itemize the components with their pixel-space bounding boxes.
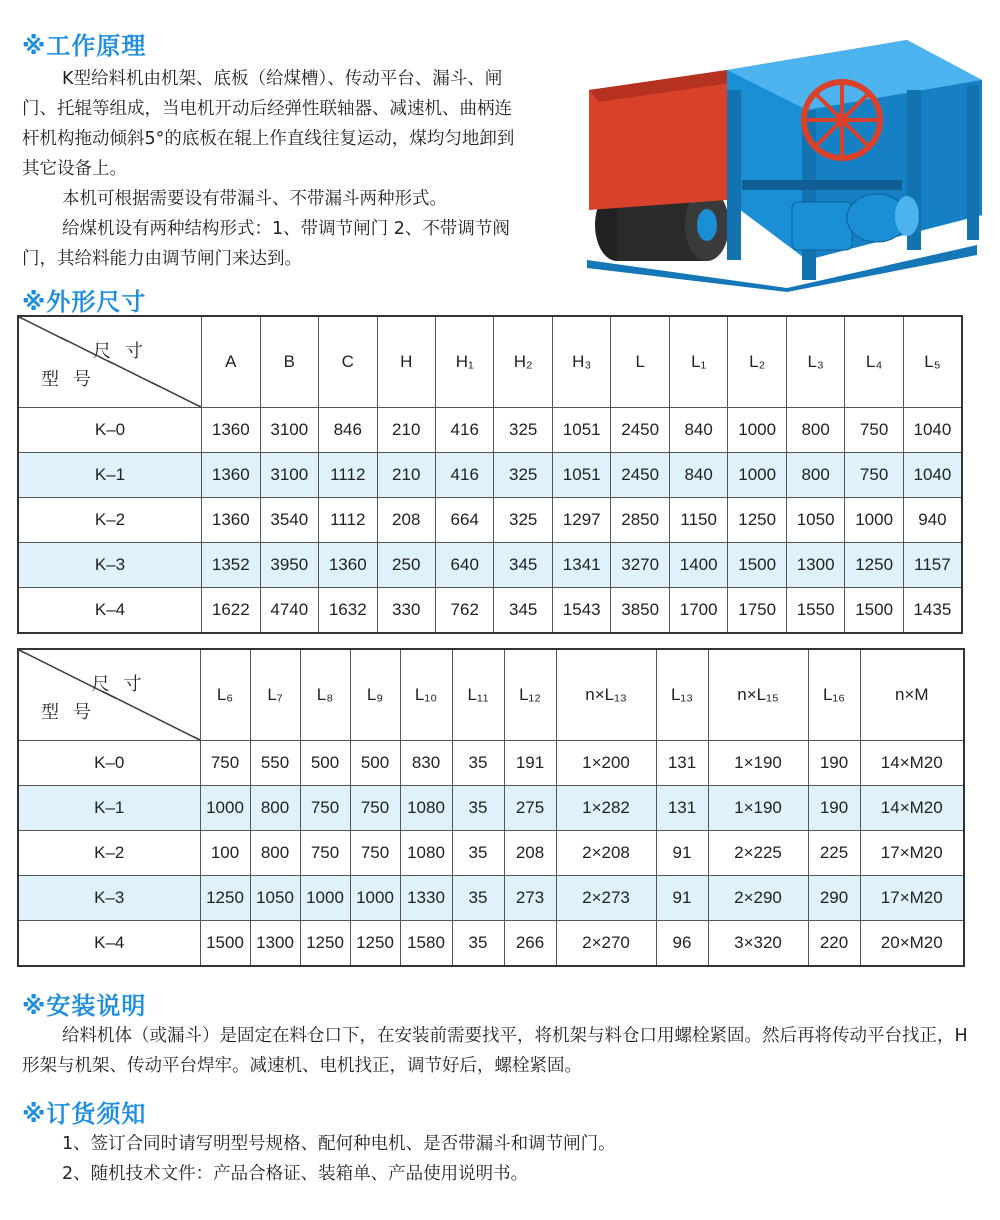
column-header: L₁₁ [452, 649, 504, 741]
feeder-machine-image [577, 30, 987, 292]
value-cell: 1051 [552, 408, 610, 453]
value-cell: 1352 [202, 543, 260, 588]
order-item-1: 1、签订合同时请写明型号规格、配何种电机、是否带漏斗和调节闸门。 [62, 1134, 616, 1154]
value-cell: 2×273 [556, 876, 656, 921]
table-row [18, 921, 964, 967]
value-cell: 208 [504, 831, 556, 876]
table-row [18, 786, 964, 831]
section-title-principle: ※工作原理 [22, 32, 147, 60]
model-cell: K–3 [18, 876, 200, 921]
column-header: L₂ [728, 316, 786, 408]
table-row [18, 741, 964, 786]
value-cell: 1500 [845, 588, 903, 634]
value-cell: 1050 [786, 498, 844, 543]
value-cell: 2×208 [556, 831, 656, 876]
value-cell: 2×270 [556, 921, 656, 967]
column-header: H₂ [494, 316, 552, 408]
principle-paragraph-3: 给煤机设有两种结构形式：1、带调节闸门 2、不带调节阀门，其给料能力由调节闸门来达到。 [22, 219, 510, 269]
dimension-table-2 [17, 648, 965, 967]
value-cell: 1360 [202, 453, 260, 498]
column-header: H₁ [435, 316, 493, 408]
value-cell: 2×290 [708, 876, 808, 921]
order-list [62, 1129, 962, 1189]
value-cell: 1360 [202, 408, 260, 453]
value-cell: 1040 [903, 408, 962, 453]
value-cell: 96 [656, 921, 708, 967]
value-cell: 35 [452, 876, 504, 921]
column-header: L₇ [250, 649, 300, 741]
column-header: L₁₃ [656, 649, 708, 741]
column-header: H₃ [552, 316, 610, 408]
value-cell: 1250 [728, 498, 786, 543]
value-cell: 1550 [786, 588, 844, 634]
column-header: n×L₁₅ [708, 649, 808, 741]
principle-paragraph-2: 本机可根据需要设有带漏斗、不带漏斗两种形式。 [62, 189, 447, 209]
value-cell: 325 [494, 453, 552, 498]
section-title-install: ※安装说明 [22, 992, 147, 1020]
value-cell: 1580 [400, 921, 452, 967]
value-cell: 1050 [250, 876, 300, 921]
value-cell: 91 [656, 876, 708, 921]
value-cell: 1080 [400, 831, 452, 876]
value-cell: 2850 [611, 498, 669, 543]
value-cell: 1051 [552, 453, 610, 498]
value-cell: 830 [400, 741, 452, 786]
value-cell: 800 [250, 786, 300, 831]
value-cell: 3850 [611, 588, 669, 634]
value-cell: 840 [669, 453, 727, 498]
value-cell: 1000 [728, 408, 786, 453]
value-cell: 750 [300, 831, 350, 876]
value-cell: 3100 [260, 408, 318, 453]
column-header: L₁₆ [808, 649, 860, 741]
column-header: L₁₂ [504, 649, 556, 741]
install-paragraph: 给料机体（或漏斗）是固定在料仓口下，在安装前需要找平，将机架与料仓口用螺栓紧固。然后再将传动平台找正，H形架与机架、传动平台焊牢。减速机、电机找正，调节好后，螺栓紧固。 [22, 1026, 968, 1076]
table-row [18, 588, 962, 634]
value-cell: 1250 [845, 543, 903, 588]
header-diagonal-cell [18, 316, 202, 408]
section-title-order: ※订货须知 [22, 1100, 147, 1128]
value-cell: 345 [494, 588, 552, 634]
value-cell: 14×M20 [860, 786, 964, 831]
model-cell: K–1 [18, 453, 202, 498]
model-cell: K–2 [18, 831, 200, 876]
value-cell: 800 [786, 408, 844, 453]
value-cell: 1157 [903, 543, 962, 588]
value-cell: 1435 [903, 588, 962, 634]
table-row [18, 831, 964, 876]
value-cell: 190 [808, 786, 860, 831]
value-cell: 1000 [728, 453, 786, 498]
column-header: n×L₁₃ [556, 649, 656, 741]
column-header: B [260, 316, 318, 408]
value-cell: 750 [845, 408, 903, 453]
value-cell: 416 [435, 408, 493, 453]
column-header: L₈ [300, 649, 350, 741]
value-cell: 220 [808, 921, 860, 967]
column-header: L₃ [786, 316, 844, 408]
value-cell: 250 [377, 543, 435, 588]
value-cell: 1360 [202, 498, 260, 543]
install-text [22, 1021, 982, 1081]
value-cell: 190 [808, 741, 860, 786]
value-cell: 500 [350, 741, 400, 786]
value-cell: 325 [494, 408, 552, 453]
value-cell: 750 [350, 786, 400, 831]
value-cell: 210 [377, 408, 435, 453]
principle-text [22, 64, 522, 274]
value-cell: 1×190 [708, 741, 808, 786]
value-cell: 416 [435, 453, 493, 498]
value-cell: 664 [435, 498, 493, 543]
value-cell: 800 [786, 453, 844, 498]
model-cell: K–2 [18, 498, 202, 543]
value-cell: 1330 [400, 876, 452, 921]
value-cell: 3540 [260, 498, 318, 543]
value-cell: 266 [504, 921, 556, 967]
value-cell: 1000 [300, 876, 350, 921]
value-cell: 3100 [260, 453, 318, 498]
value-cell: 1000 [200, 786, 250, 831]
value-cell: 275 [504, 786, 556, 831]
column-header: L₁₀ [400, 649, 452, 741]
section-title-dimensions: ※外形尺寸 [22, 288, 147, 316]
model-cell: K–1 [18, 786, 200, 831]
value-cell: 2×225 [708, 831, 808, 876]
value-cell: 35 [452, 741, 504, 786]
value-cell: 1543 [552, 588, 610, 634]
value-cell: 846 [319, 408, 377, 453]
value-cell: 1×200 [556, 741, 656, 786]
value-cell: 131 [656, 741, 708, 786]
value-cell: 1112 [319, 453, 377, 498]
value-cell: 750 [845, 453, 903, 498]
value-cell: 3950 [260, 543, 318, 588]
dimension-table-1 [17, 315, 963, 634]
column-header: L₆ [200, 649, 250, 741]
column-header: L₉ [350, 649, 400, 741]
value-cell: 1622 [202, 588, 260, 634]
model-label: 型号 [41, 702, 105, 723]
value-cell: 1297 [552, 498, 610, 543]
value-cell: 762 [435, 588, 493, 634]
value-cell: 35 [452, 921, 504, 967]
value-cell: 4740 [260, 588, 318, 634]
column-header: C [319, 316, 377, 408]
value-cell: 1300 [786, 543, 844, 588]
value-cell: 2450 [611, 453, 669, 498]
value-cell: 750 [300, 786, 350, 831]
value-cell: 940 [903, 498, 962, 543]
value-cell: 91 [656, 831, 708, 876]
value-cell: 1300 [250, 921, 300, 967]
table-row [18, 498, 962, 543]
value-cell: 1700 [669, 588, 727, 634]
column-header: n×M [860, 649, 964, 741]
value-cell: 210 [377, 453, 435, 498]
value-cell: 550 [250, 741, 300, 786]
value-cell: 500 [300, 741, 350, 786]
table-row [18, 453, 962, 498]
table-row [18, 408, 962, 453]
value-cell: 35 [452, 786, 504, 831]
value-cell: 1150 [669, 498, 727, 543]
value-cell: 17×M20 [860, 831, 964, 876]
column-header: L₅ [903, 316, 962, 408]
value-cell: 1×282 [556, 786, 656, 831]
value-cell: 1360 [319, 543, 377, 588]
value-cell: 840 [669, 408, 727, 453]
principle-paragraph-1: K型给料机由机架、底板（给煤槽）、传动平台、漏斗、闸门、托辊等组成，当电机开动后经弹性联轴器、减速机、曲柄连杆机构拖动倾斜5°的底板在辊上作直线往复运动，煤均匀地卸到其它设备上。 [22, 69, 515, 179]
model-cell: K–4 [18, 588, 202, 634]
value-cell: 208 [377, 498, 435, 543]
value-cell: 345 [494, 543, 552, 588]
header-diagonal-cell [18, 649, 200, 741]
value-cell: 17×M20 [860, 876, 964, 921]
column-header: A [202, 316, 260, 408]
value-cell: 1040 [903, 453, 962, 498]
value-cell: 3270 [611, 543, 669, 588]
value-cell: 225 [808, 831, 860, 876]
value-cell: 20×M20 [860, 921, 964, 967]
value-cell: 35 [452, 831, 504, 876]
model-cell: K–3 [18, 543, 202, 588]
value-cell: 2450 [611, 408, 669, 453]
value-cell: 750 [350, 831, 400, 876]
value-cell: 1250 [200, 876, 250, 921]
model-label: 型号 [41, 369, 105, 390]
value-cell: 1500 [200, 921, 250, 967]
value-cell: 1400 [669, 543, 727, 588]
column-header: L₁ [669, 316, 727, 408]
value-cell: 131 [656, 786, 708, 831]
value-cell: 273 [504, 876, 556, 921]
column-header: L₄ [845, 316, 903, 408]
value-cell: 1×190 [708, 786, 808, 831]
value-cell: 640 [435, 543, 493, 588]
table-row [18, 876, 964, 921]
value-cell: 1341 [552, 543, 610, 588]
value-cell: 14×M20 [860, 741, 964, 786]
model-cell: K–0 [18, 741, 200, 786]
table-header-row [18, 316, 962, 408]
value-cell: 750 [200, 741, 250, 786]
size-label: 尺寸 [93, 341, 158, 362]
table-row [18, 543, 962, 588]
column-header: L [611, 316, 669, 408]
value-cell: 3×320 [708, 921, 808, 967]
value-cell: 800 [250, 831, 300, 876]
value-cell: 100 [200, 831, 250, 876]
order-item-2: 2、随机技术文件：产品合格证、装箱单、产品使用说明书。 [62, 1164, 529, 1184]
value-cell: 1112 [319, 498, 377, 543]
value-cell: 1000 [350, 876, 400, 921]
value-cell: 1000 [845, 498, 903, 543]
value-cell: 290 [808, 876, 860, 921]
value-cell: 325 [494, 498, 552, 543]
model-cell: K–4 [18, 921, 200, 967]
value-cell: 1080 [400, 786, 452, 831]
value-cell: 1632 [319, 588, 377, 634]
value-cell: 1250 [300, 921, 350, 967]
column-header: H [377, 316, 435, 408]
value-cell: 1500 [728, 543, 786, 588]
value-cell: 1750 [728, 588, 786, 634]
model-cell: K–0 [18, 408, 202, 453]
table-header-row [18, 649, 964, 741]
value-cell: 1250 [350, 921, 400, 967]
value-cell: 330 [377, 588, 435, 634]
value-cell: 191 [504, 741, 556, 786]
size-label: 尺寸 [91, 674, 156, 695]
